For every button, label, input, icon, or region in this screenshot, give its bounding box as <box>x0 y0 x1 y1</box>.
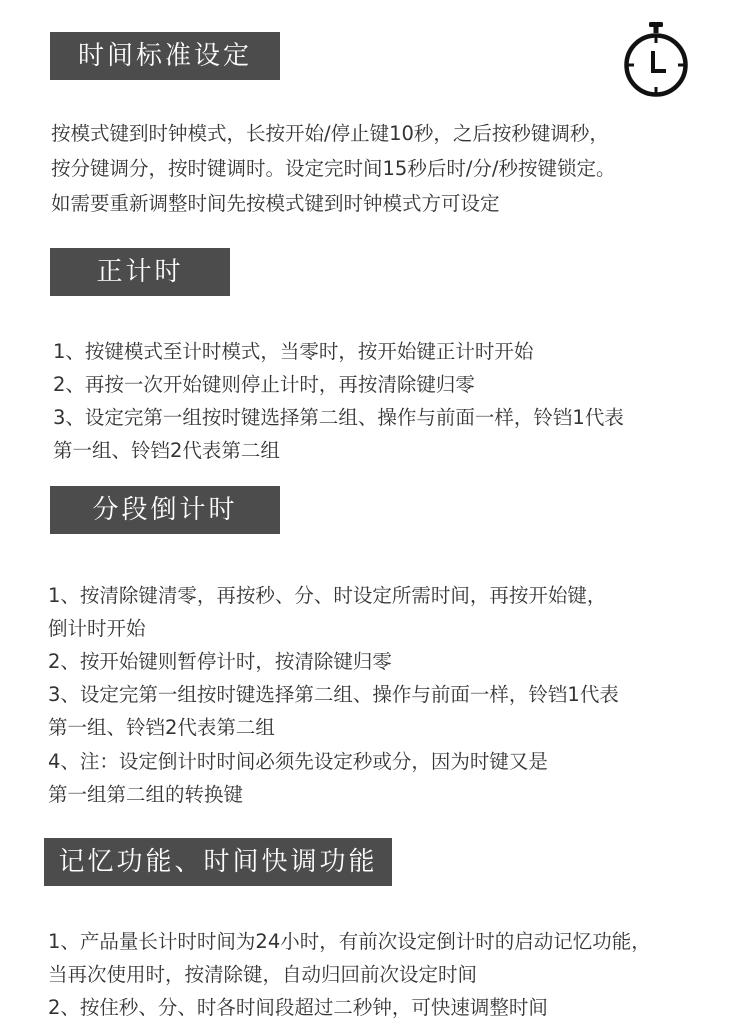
text-line: 1、产品量长计时时间为24小时，有前次设定倒计时的启动记忆功能， <box>48 930 651 953</box>
text-line: 3、设定完第一组按时键选择第二组、操作与前面一样，铃铛1代表 <box>48 683 619 706</box>
text-line: 第一组第二组的转换键 <box>48 783 244 806</box>
text-line: 按分键调分，按时键调时。设定完时间15秒后时/分/秒按键锁定。 <box>51 157 616 180</box>
text-line: 1、按键模式至计时模式，当零时，按开始键正计时开始 <box>53 340 534 363</box>
text-line: 当再次使用时，按清除键，自动归回前次设定时间 <box>48 963 478 986</box>
text-line: 4、注：设定倒计时时间必须先设定秒或分，因为时键又是 <box>48 750 548 773</box>
text-line: 3、设定完第一组按时键选择第二组、操作与前面一样，铃铛1代表 <box>53 406 624 429</box>
section-title-memory: 记忆功能、时间快调功能 <box>44 838 392 886</box>
text-line: 2、按开始键则暂停计时，按清除键归零 <box>48 650 392 673</box>
text-line: 按模式键到时钟模式，长按开始/停止键10秒，之后按秒键调秒， <box>51 122 609 145</box>
stopwatch-icon <box>620 20 692 98</box>
section-title-time-setting: 时间标准设定 <box>50 32 280 80</box>
text-line: 第一组、铃铛2代表第二组 <box>48 716 275 739</box>
text-line: 倒计时开始 <box>48 617 146 640</box>
text-line: 2、再按一次开始键则停止计时，再按清除键归零 <box>53 373 475 396</box>
text-line: 2、按住秒、分、时各时间段超过二秒钟，可快速调整时间 <box>48 996 548 1019</box>
text-line: 如需要重新调整时间先按模式键到时钟模式方可设定 <box>51 192 500 215</box>
text-line: 第一组、铃铛2代表第二组 <box>53 439 280 462</box>
text-line: 1、按清除键清零，再按秒、分、时设定所需时间，再按开始键， <box>48 584 607 607</box>
section-title-countdown: 分段倒计时 <box>50 486 280 534</box>
section-title-count-up: 正计时 <box>50 248 230 296</box>
